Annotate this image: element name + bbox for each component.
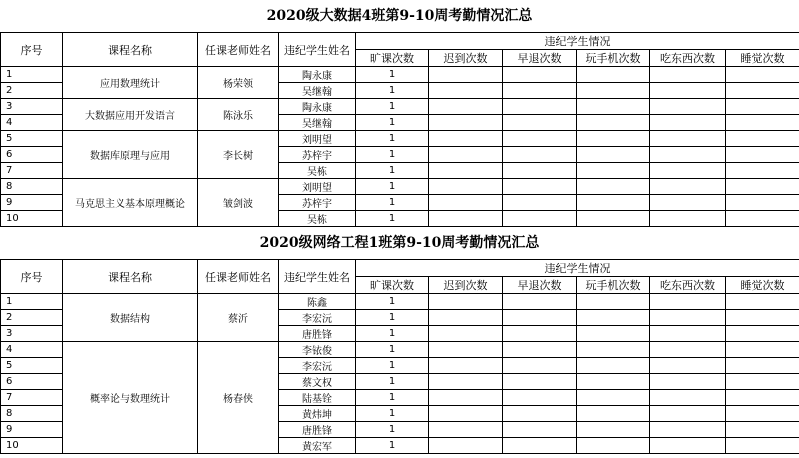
count-cell: [577, 326, 650, 342]
header-student: 违纪学生姓名: [279, 33, 356, 67]
teacher-cell: 皱剑波: [198, 179, 279, 227]
count-cell: [650, 179, 726, 195]
count-cell: [429, 374, 503, 390]
count-cell: [429, 390, 503, 406]
table-row: [1, 294, 799, 310]
header-seq: 序号: [1, 33, 63, 67]
seq-cell: 7: [1, 163, 63, 179]
seq-cell: 2: [1, 83, 63, 99]
table-row: [1, 342, 799, 358]
count-cell: [650, 406, 726, 422]
count-cell: [577, 163, 650, 179]
student-cell: 吴继翰: [279, 115, 356, 131]
count-cell: [429, 115, 503, 131]
count-cell: [650, 326, 726, 342]
count-cell: [577, 438, 650, 454]
count-cell: [577, 406, 650, 422]
count-cell: [650, 83, 726, 99]
table-row: [1, 131, 799, 147]
count-cell: [503, 390, 577, 406]
count-cell: [577, 294, 650, 310]
student-cell: 刘明望: [279, 131, 356, 147]
count-cell: [429, 326, 503, 342]
count-cell: [503, 131, 577, 147]
count-cell: [429, 211, 503, 227]
count-cell: [503, 294, 577, 310]
count-cell: [503, 358, 577, 374]
count-cell: [650, 374, 726, 390]
absent-count-cell: 1: [356, 326, 429, 342]
count-cell: [429, 358, 503, 374]
seq-cell: 4: [1, 115, 63, 131]
student-cell: 李铱俊: [279, 342, 356, 358]
count-cell: [650, 294, 726, 310]
absent-count-cell: 1: [356, 406, 429, 422]
count-cell: [429, 195, 503, 211]
count-cell: [650, 211, 726, 227]
count-cell: [429, 99, 503, 115]
count-cell: [429, 422, 503, 438]
course-cell: 概率论与数理统计: [63, 342, 198, 454]
header-count-0: 旷课次数: [356, 50, 429, 67]
header-course: 课程名称: [63, 33, 198, 67]
header-count-3: 玩手机次数: [577, 50, 650, 67]
count-cell: [503, 342, 577, 358]
student-cell: 李宏沅: [279, 358, 356, 374]
count-cell: [650, 163, 726, 179]
count-cell: [577, 99, 650, 115]
header-count-3: 玩手机次数: [577, 277, 650, 294]
count-cell: [650, 67, 726, 83]
count-cell: [650, 422, 726, 438]
count-cell: [503, 67, 577, 83]
count-cell: [726, 294, 799, 310]
count-cell: [503, 99, 577, 115]
count-cell: [726, 390, 799, 406]
count-cell: [503, 326, 577, 342]
student-cell: 陆基铨: [279, 390, 356, 406]
count-cell: [503, 179, 577, 195]
count-cell: [503, 147, 577, 163]
count-cell: [726, 406, 799, 422]
absent-count-cell: 1: [356, 374, 429, 390]
seq-cell: 4: [1, 342, 63, 358]
attendance-table: [0, 32, 799, 227]
count-cell: [726, 179, 799, 195]
count-cell: [503, 422, 577, 438]
absent-count-cell: 1: [356, 67, 429, 83]
student-cell: 陈鑫: [279, 294, 356, 310]
student-cell: 苏梓宇: [279, 147, 356, 163]
count-cell: [577, 147, 650, 163]
teacher-cell: 李长树: [198, 131, 279, 179]
count-cell: [429, 131, 503, 147]
count-cell: [503, 406, 577, 422]
count-cell: [429, 83, 503, 99]
student-cell: 黄宏军: [279, 438, 356, 454]
seq-cell: 3: [1, 326, 63, 342]
count-cell: [726, 422, 799, 438]
count-cell: [726, 163, 799, 179]
count-cell: [577, 374, 650, 390]
count-cell: [726, 310, 799, 326]
header-count-5: 睡觉次数: [726, 277, 799, 294]
count-cell: [503, 211, 577, 227]
absent-count-cell: 1: [356, 358, 429, 374]
count-cell: [503, 115, 577, 131]
header-count-2: 早退次数: [503, 277, 577, 294]
absent-count-cell: 1: [356, 390, 429, 406]
count-cell: [577, 195, 650, 211]
header-violation-group: 违纪学生情况: [356, 260, 799, 277]
header-count-2: 早退次数: [503, 50, 577, 67]
count-cell: [503, 83, 577, 99]
seq-cell: 10: [1, 438, 63, 454]
section-title: 2020级网络工程1班第9-10周考勤情况汇总: [259, 235, 540, 251]
header-count-4: 吃东西次数: [650, 277, 726, 294]
header-row: [1, 260, 799, 277]
count-cell: [726, 83, 799, 99]
count-cell: [726, 342, 799, 358]
count-cell: [429, 294, 503, 310]
count-cell: [726, 211, 799, 227]
student-cell: 苏梓宇: [279, 195, 356, 211]
attendance-table: [0, 259, 799, 454]
count-cell: [577, 390, 650, 406]
student-cell: 唐胜锋: [279, 326, 356, 342]
course-cell: 大数据应用开发语言: [63, 99, 198, 131]
student-cell: 陶永康: [279, 67, 356, 83]
count-cell: [429, 179, 503, 195]
seq-cell: 5: [1, 358, 63, 374]
seq-cell: 3: [1, 99, 63, 115]
header-teacher: 任课老师姓名: [198, 33, 279, 67]
seq-cell: 1: [1, 67, 63, 83]
absent-count-cell: 1: [356, 147, 429, 163]
student-cell: 陶永康: [279, 99, 356, 115]
count-cell: [650, 195, 726, 211]
teacher-cell: 杨春侠: [198, 342, 279, 454]
header-count-5: 睡觉次数: [726, 50, 799, 67]
header-teacher: 任课老师姓名: [198, 260, 279, 294]
absent-count-cell: 1: [356, 310, 429, 326]
course-cell: 数据库原理与应用: [63, 131, 198, 179]
absent-count-cell: 1: [356, 163, 429, 179]
student-cell: 刘明望: [279, 179, 356, 195]
header-count-0: 旷课次数: [356, 277, 429, 294]
count-cell: [429, 406, 503, 422]
section-title: 2020级大数据4班第9-10周考勤情况汇总: [266, 8, 533, 24]
count-cell: [577, 179, 650, 195]
count-cell: [503, 310, 577, 326]
header-violation-group: 违纪学生情况: [356, 33, 799, 50]
count-cell: [577, 211, 650, 227]
student-cell: 李宏沅: [279, 310, 356, 326]
seq-cell: 9: [1, 195, 63, 211]
course-cell: 应用数理统计: [63, 67, 198, 99]
count-cell: [429, 67, 503, 83]
header-course: 课程名称: [63, 260, 198, 294]
count-cell: [577, 310, 650, 326]
count-cell: [429, 438, 503, 454]
count-cell: [429, 163, 503, 179]
count-cell: [577, 83, 650, 99]
absent-count-cell: 1: [356, 179, 429, 195]
count-cell: [650, 131, 726, 147]
seq-cell: 5: [1, 131, 63, 147]
count-cell: [503, 374, 577, 390]
count-cell: [650, 438, 726, 454]
count-cell: [726, 147, 799, 163]
seq-cell: 10: [1, 211, 63, 227]
count-cell: [429, 147, 503, 163]
count-cell: [726, 326, 799, 342]
count-cell: [726, 195, 799, 211]
absent-count-cell: 1: [356, 131, 429, 147]
student-cell: 吴继翰: [279, 83, 356, 99]
absent-count-cell: 1: [356, 438, 429, 454]
course-cell: 马克思主义基本原理概论: [63, 179, 198, 227]
count-cell: [650, 342, 726, 358]
header-student: 违纪学生姓名: [279, 260, 356, 294]
header-count-1: 迟到次数: [429, 50, 503, 67]
absent-count-cell: 1: [356, 115, 429, 131]
count-cell: [577, 358, 650, 374]
absent-count-cell: 1: [356, 83, 429, 99]
student-cell: 吴栋: [279, 163, 356, 179]
count-cell: [577, 342, 650, 358]
teacher-cell: 蔡沂: [198, 294, 279, 342]
absent-count-cell: 1: [356, 294, 429, 310]
table-row: [1, 99, 799, 115]
header-seq: 序号: [1, 260, 63, 294]
seq-cell: 9: [1, 422, 63, 438]
count-cell: [429, 310, 503, 326]
count-cell: [726, 438, 799, 454]
teacher-cell: 陈泳乐: [198, 99, 279, 131]
count-cell: [577, 422, 650, 438]
header-row: [1, 33, 799, 50]
seq-cell: 6: [1, 374, 63, 390]
absent-count-cell: 1: [356, 211, 429, 227]
seq-cell: 8: [1, 406, 63, 422]
count-cell: [650, 115, 726, 131]
header-count-1: 迟到次数: [429, 277, 503, 294]
table-row: [1, 179, 799, 195]
absent-count-cell: 1: [356, 195, 429, 211]
count-cell: [503, 163, 577, 179]
absent-count-cell: 1: [356, 422, 429, 438]
header-count-4: 吃东西次数: [650, 50, 726, 67]
seq-cell: 6: [1, 147, 63, 163]
seq-cell: 2: [1, 310, 63, 326]
count-cell: [650, 99, 726, 115]
count-cell: [726, 115, 799, 131]
count-cell: [650, 147, 726, 163]
absent-count-cell: 1: [356, 342, 429, 358]
seq-cell: 7: [1, 390, 63, 406]
count-cell: [726, 131, 799, 147]
count-cell: [726, 358, 799, 374]
course-cell: 数据结构: [63, 294, 198, 342]
count-cell: [726, 67, 799, 83]
count-cell: [503, 438, 577, 454]
seq-cell: 8: [1, 179, 63, 195]
student-cell: 唐胜锋: [279, 422, 356, 438]
count-cell: [650, 310, 726, 326]
student-cell: 黄炜坤: [279, 406, 356, 422]
count-cell: [726, 99, 799, 115]
student-cell: 蔡文权: [279, 374, 356, 390]
count-cell: [650, 358, 726, 374]
absent-count-cell: 1: [356, 99, 429, 115]
count-cell: [577, 115, 650, 131]
teacher-cell: 杨荣领: [198, 67, 279, 99]
count-cell: [726, 374, 799, 390]
count-cell: [577, 67, 650, 83]
count-cell: [650, 390, 726, 406]
count-cell: [503, 195, 577, 211]
table-row: [1, 67, 799, 83]
count-cell: [577, 131, 650, 147]
student-cell: 吴栋: [279, 211, 356, 227]
seq-cell: 1: [1, 294, 63, 310]
count-cell: [429, 342, 503, 358]
